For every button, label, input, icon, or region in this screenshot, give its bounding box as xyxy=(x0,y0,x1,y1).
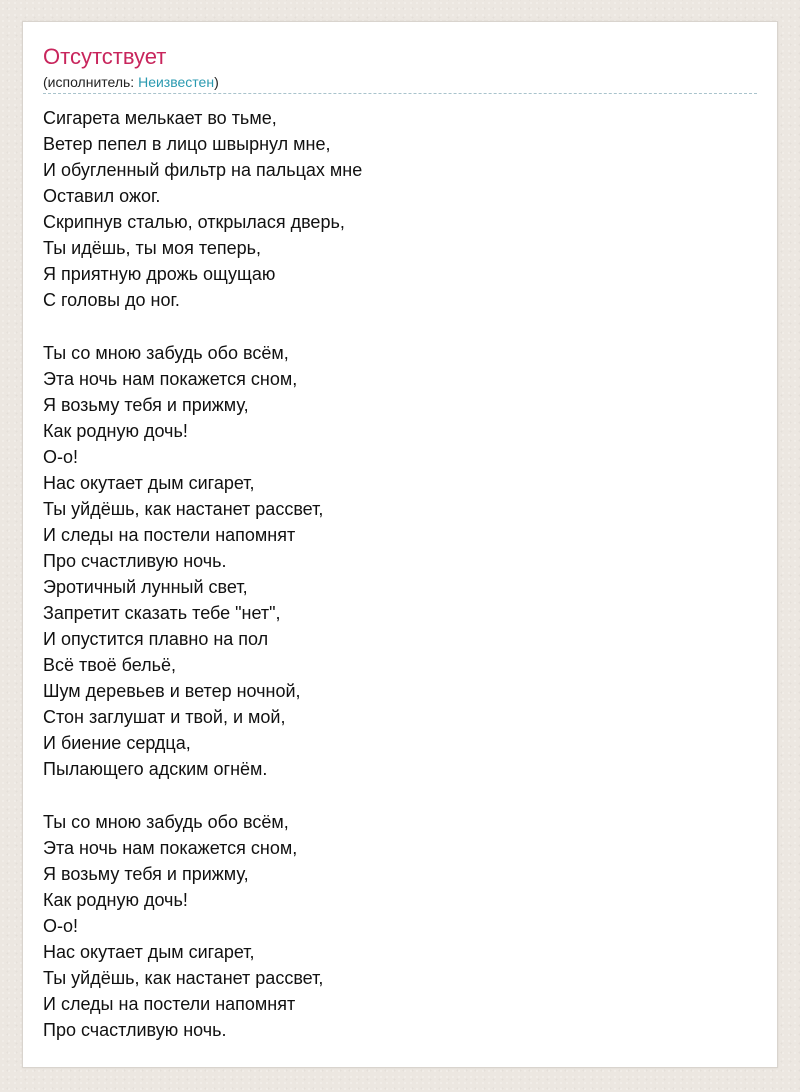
lyric-line: Я возьму тебя и прижму, xyxy=(43,395,249,415)
lyric-line: Всё твоё бельё, xyxy=(43,655,177,675)
lyrics-card xyxy=(22,21,778,1068)
lyric-line: Скрипнув сталью, открылася дверь, xyxy=(43,212,345,232)
performer-prefix: (исполнитель: xyxy=(43,74,139,90)
song-title: Отсутствует xyxy=(43,44,167,69)
lyric-line: Запретит сказать тебе "нет", xyxy=(43,603,281,623)
performer-line xyxy=(43,73,219,91)
lyric-line: Сигарета мелькает во тьме, xyxy=(43,108,277,128)
lyric-line: Я возьму тебя и прижму, xyxy=(43,864,249,884)
lyric-line: Про счастливую ночь. xyxy=(43,551,227,571)
stanza-gap xyxy=(43,782,757,809)
lyric-line: О-о! xyxy=(43,916,79,936)
lyric-line: Пылающего адским огнём. xyxy=(43,759,268,779)
lyric-line: И обугленный фильтр на пальцах мне xyxy=(43,160,363,180)
lyric-line: Ты идёшь, ты моя теперь, xyxy=(43,238,262,258)
lyric-line: Эта ночь нам покажется сном, xyxy=(43,369,298,389)
title-divider xyxy=(43,93,757,94)
lyric-line: И следы на постели напомнят xyxy=(43,994,296,1014)
stanza-gap xyxy=(43,313,757,340)
lyric-line: И опустится плавно на пол xyxy=(43,629,269,649)
lyric-line: Нас окутает дым сигарет, xyxy=(43,942,255,962)
lyric-line: О-о! xyxy=(43,447,79,467)
lyric-line: Как родную дочь! xyxy=(43,890,188,910)
lyric-line: С головы до ног. xyxy=(43,290,180,310)
lyric-line: И следы на постели напомнят xyxy=(43,525,296,545)
lyrics-text xyxy=(43,105,757,1043)
lyric-line: Ты со мною забудь обо всём, xyxy=(43,343,289,363)
lyric-line: Как родную дочь! xyxy=(43,421,188,441)
lyric-line: Эротичный лунный свет, xyxy=(43,577,248,597)
lyric-line: И биение сердца, xyxy=(43,733,191,753)
lyric-line: Про счастливую ночь. xyxy=(43,1020,227,1040)
lyric-line: Ты уйдёшь, как настанет рассвет, xyxy=(43,499,324,519)
lyric-line: Я приятную дрожь ощущаю xyxy=(43,264,276,284)
lyric-line: Нас окутает дым сигарет, xyxy=(43,473,255,493)
performer-suffix: ) xyxy=(214,74,219,90)
lyric-line: Стон заглушат и твой, и мой, xyxy=(43,707,286,727)
lyric-line: Ты уйдёшь, как настанет рассвет, xyxy=(43,968,324,988)
lyric-line: Эта ночь нам покажется сном, xyxy=(43,838,298,858)
lyric-line: Шум деревьев и ветер ночной, xyxy=(43,681,301,701)
lyric-line: Ты со мною забудь обо всём, xyxy=(43,812,289,832)
performer-link[interactable]: Неизвестен xyxy=(138,74,215,90)
lyric-line: Ветер пепел в лицо швырнул мне, xyxy=(43,134,331,154)
lyric-line: Оставил ожог. xyxy=(43,186,161,206)
